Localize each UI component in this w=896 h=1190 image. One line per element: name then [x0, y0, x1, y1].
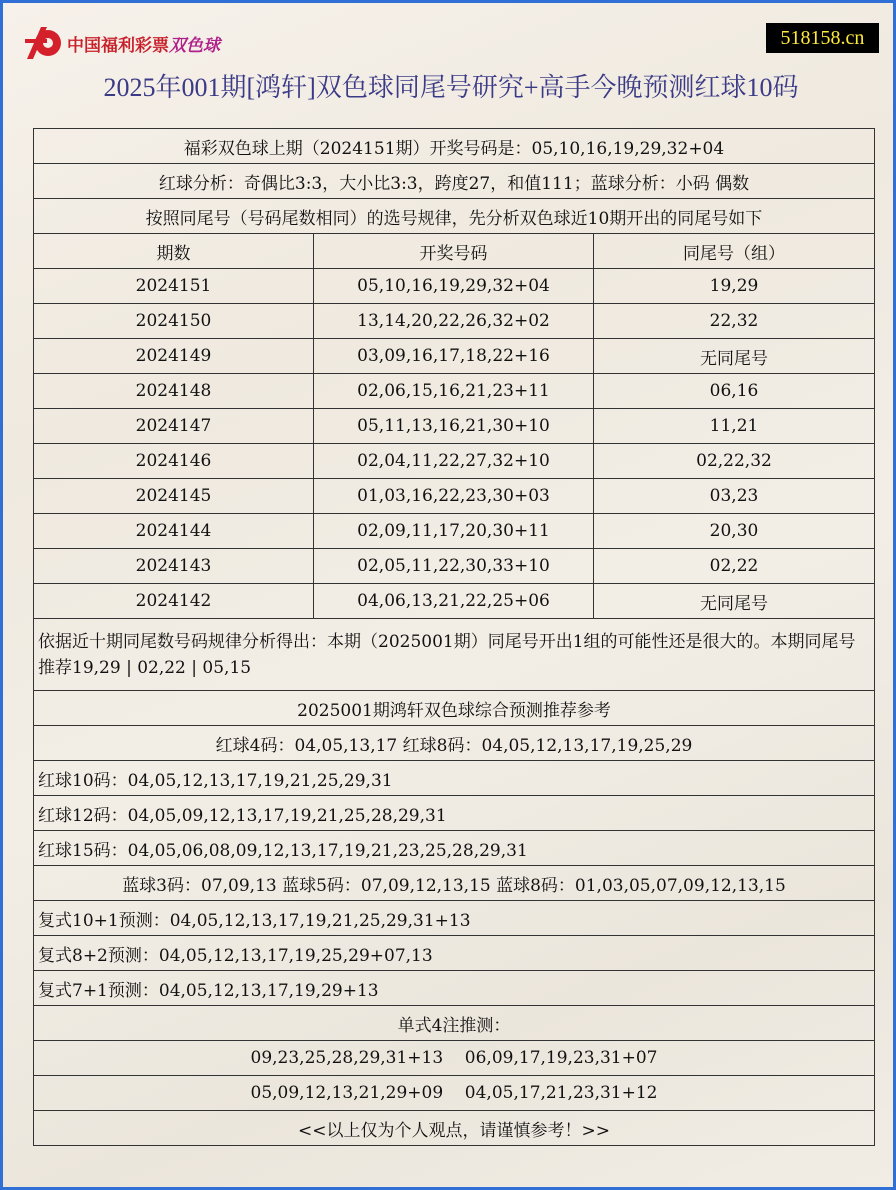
- table-row: [34, 339, 875, 374]
- cell-same-tail: 无同尾号: [594, 584, 875, 619]
- predict-title: 2025001期鸿轩双色球综合预测推荐参考: [34, 691, 875, 726]
- cell-numbers: 03,09,16,17,18,22+16: [314, 339, 594, 374]
- cell-numbers: 02,06,15,16,21,23+11: [314, 374, 594, 409]
- cell-numbers: 04,06,13,21,22,25+06: [314, 584, 594, 619]
- blue-picks: 蓝球3码：07,09,13 蓝球5码：07,09,12,13,15 蓝球8码：01,03,05,07,09,12,13,15: [34, 866, 875, 901]
- table-row: [34, 514, 875, 549]
- red-12: 红球12码：04,05,09,12,13,17,19,21,25,28,29,31: [34, 796, 875, 831]
- logo-icon: [23, 25, 63, 61]
- cell-numbers: 05,10,16,19,29,32+04: [314, 269, 594, 304]
- cell-issue: 2024149: [34, 339, 314, 374]
- cell-same-tail: 06,16: [594, 374, 875, 409]
- cell-numbers: 05,11,13,16,21,30+10: [314, 409, 594, 444]
- cell-same-tail: 11,21: [594, 409, 875, 444]
- cell-same-tail: 22,32: [594, 304, 875, 339]
- table-row: [34, 479, 875, 514]
- cell-issue: 2024145: [34, 479, 314, 514]
- table-row: [34, 409, 875, 444]
- lottery-table: [33, 128, 875, 1146]
- col-header: 开奖号码: [314, 234, 594, 269]
- site-badge[interactable]: 518158.cn: [766, 23, 879, 53]
- cell-same-tail: 02,22,32: [594, 444, 875, 479]
- cell-issue: 2024144: [34, 514, 314, 549]
- logo-brand: 双色球: [169, 35, 220, 56]
- red-10: 红球10码：04,05,12,13,17,19,21,25,29,31: [34, 761, 875, 796]
- col-header: 期数: [34, 234, 314, 269]
- table-header: [34, 234, 875, 269]
- cell-numbers: 13,14,20,22,26,32+02: [314, 304, 594, 339]
- table-row: [34, 549, 875, 584]
- cell-issue: 2024147: [34, 409, 314, 444]
- cell-numbers: 02,05,11,22,30,33+10: [314, 549, 594, 584]
- cell-same-tail: 02,22: [594, 549, 875, 584]
- fushi-10-1: 复式10+1预测：04,05,12,13,17,19,21,25,29,31+13: [34, 901, 875, 936]
- logo-text: 中国福利彩票: [67, 35, 169, 56]
- cell-same-tail: 03,23: [594, 479, 875, 514]
- cell-same-tail: 20,30: [594, 514, 875, 549]
- last-draw: 福彩双色球上期（2024151期）开奖号码是：05,10,16,19,29,32+04: [34, 129, 875, 164]
- single-2: 05,09,12,13,21,29+09 04,05,17,21,23,31+12: [34, 1076, 875, 1111]
- col-header: 同尾号（组）: [594, 234, 875, 269]
- table-row: [34, 374, 875, 409]
- single-title: 单式4注推测：: [34, 1006, 875, 1041]
- table-row: [34, 444, 875, 479]
- table-row: [34, 584, 875, 619]
- cell-issue: 2024142: [34, 584, 314, 619]
- table-row: [34, 269, 875, 304]
- footer-note: <<以上仅为个人观点，请谨慎参考！>>: [34, 1111, 875, 1146]
- conclusion: 依据近十期同尾数号码规律分析得出：本期（2025001期）同尾号开出1组的可能性还是很大的。本期同尾号推荐19,29 | 02,22 | 05,15: [34, 619, 875, 691]
- table-row: [34, 304, 875, 339]
- red-4-8: 红球4码：04,05,13,17 红球8码：04,05,12,13,17,19,25,29: [34, 726, 875, 761]
- lottery-logo: [23, 25, 220, 61]
- single-1: 09,23,25,28,29,31+13 06,09,17,19,23,31+07: [34, 1041, 875, 1076]
- cell-issue: 2024143: [34, 549, 314, 584]
- cell-numbers: 01,03,16,22,23,30+03: [314, 479, 594, 514]
- cell-same-tail: 无同尾号: [594, 339, 875, 374]
- cell-issue: 2024151: [34, 269, 314, 304]
- cell-same-tail: 19,29: [594, 269, 875, 304]
- cell-issue: 2024148: [34, 374, 314, 409]
- fushi-7-1: 复式7+1预测：04,05,12,13,17,19,29+13: [34, 971, 875, 1006]
- fushi-8-2: 复式8+2预测：04,05,12,13,17,19,25,29+07,13: [34, 936, 875, 971]
- draw-analysis: 红球分析：奇偶比3:3，大小比3:3，跨度27，和值111；蓝球分析：小码 偶数: [34, 164, 875, 199]
- red-15: 红球15码：04,05,06,08,09,12,13,17,19,21,23,25,28,29,31: [34, 831, 875, 866]
- page-title: 2025年001期[鸿轩]双色球同尾号研究+高手今晚预测红球10码: [103, 73, 799, 102]
- cell-numbers: 02,04,11,22,27,32+10: [314, 444, 594, 479]
- rule-text: 按照同尾号（号码尾数相同）的选号规律，先分析双色球近10期开出的同尾号如下: [34, 199, 875, 234]
- cell-issue: 2024150: [34, 304, 314, 339]
- cell-numbers: 02,09,11,17,20,30+11: [314, 514, 594, 549]
- cell-issue: 2024146: [34, 444, 314, 479]
